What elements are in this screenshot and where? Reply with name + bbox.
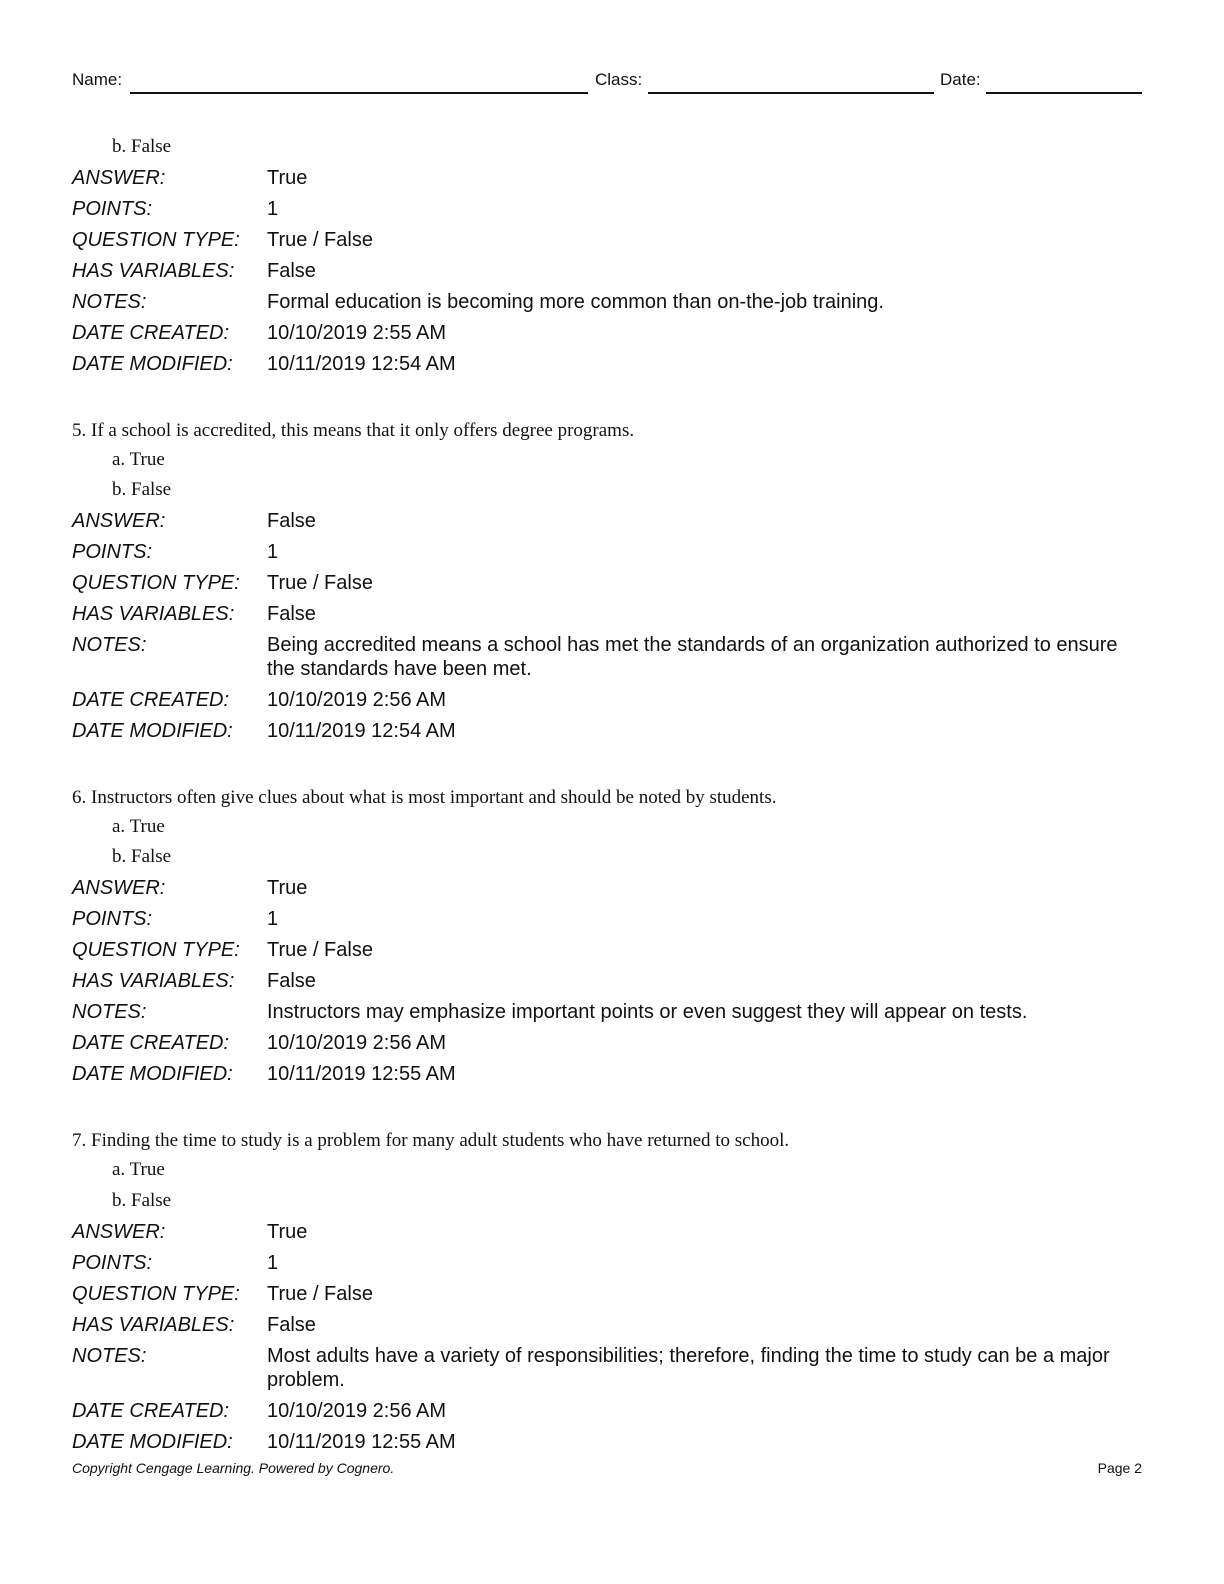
question-type-label: QUESTION TYPE: [72,1282,240,1305]
date-created-label: DATE CREATED: [72,322,230,345]
choice-b: b. False [112,136,172,157]
question-text: 5. If a school is accredited, this means that it only offers degree programs. [72,419,635,441]
date-modified-row [72,1426,1142,1457]
choice-a: a. True [112,1158,165,1180]
notes-value: Being accredited means a school has met the standards of an organization authorized to ensure the standards have been met. [267,634,1118,681]
question-5 [72,417,1142,747]
class-line [648,92,934,94]
date-created-row [72,685,1142,716]
date-line [986,92,1142,94]
has-variables-value: False [267,970,316,993]
choice-b: b. False [112,1189,172,1211]
date-created-label: DATE CREATED: [72,1399,230,1422]
question-type-value: True / False [267,572,373,595]
question-4 [72,132,1142,380]
date-created-value: 10/10/2019 2:55 AM [267,322,447,345]
points-label: POINTS: [72,1251,153,1274]
spacer [72,380,1142,417]
notes-row [72,1340,1142,1395]
date-created-row [72,318,1142,349]
question-text: 7. Finding the time to study is a problem for many adult students who have returned to school. [72,1129,790,1151]
date-created-label: DATE CREATED: [72,689,230,712]
has-variables-value: False [267,1313,316,1336]
page-footer [72,1460,1142,1480]
date-modified-row [72,349,1142,380]
question-type-row [72,568,1142,599]
answer-label: ANSWER: [72,510,166,533]
notes-label: NOTES: [72,291,147,314]
date-modified-label: DATE MODIFIED: [72,720,233,743]
question-type-row [72,935,1142,966]
date-created-row [72,1395,1142,1426]
notes-row [72,997,1142,1028]
page-header [72,70,1142,96]
points-row [72,194,1142,225]
question-type-label: QUESTION TYPE: [72,229,240,252]
notes-value: Formal education is becoming more common than on-the-job training. [267,291,884,314]
date-created-value: 10/10/2019 2:56 AM [267,1032,447,1055]
date-created-value: 10/10/2019 2:56 AM [267,1399,447,1422]
name-label: Name: [72,70,123,89]
date-created-row [72,1028,1142,1059]
points-label: POINTS: [72,198,153,221]
answer-label: ANSWER: [72,877,166,900]
spacer [72,1090,1142,1127]
date-modified-value: 10/11/2019 12:55 AM [267,1430,456,1453]
choice-a: a. True [112,815,165,837]
points-value: 1 [267,908,279,931]
question-type-label: QUESTION TYPE: [72,572,240,595]
date-modified-row [72,1059,1142,1090]
has-variables-row [72,256,1142,287]
answer-label: ANSWER: [72,167,166,190]
notes-label: NOTES: [72,1001,147,1024]
class-label: Class: [595,70,643,89]
date-modified-value: 10/11/2019 12:54 AM [267,720,456,743]
question-type-value: True / False [267,229,373,252]
answer-value: True [267,1220,308,1243]
date-modified-label: DATE MODIFIED: [72,1063,233,1086]
has-variables-row [72,1309,1142,1340]
points-row [72,1247,1142,1278]
has-variables-row [72,966,1142,997]
answer-value: True [267,167,308,190]
question-text: 6. Instructors often give clues about what is most important and should be noted by students. [72,786,777,808]
choice-a: a. True [112,448,165,470]
points-row [72,537,1142,568]
notes-label: NOTES: [72,634,147,657]
answer-row [72,1216,1142,1247]
answer-row [72,163,1142,194]
date-modified-value: 10/11/2019 12:55 AM [267,1063,456,1086]
spacer [72,747,1142,784]
question-type-label: QUESTION TYPE: [72,939,240,962]
question-7 [72,1127,1142,1457]
points-row [72,904,1142,935]
answer-label: ANSWER: [72,1220,166,1243]
question-6 [72,784,1142,1090]
points-label: POINTS: [72,541,153,564]
has-variables-label: HAS VARIABLES: [72,970,235,993]
date-modified-row [72,716,1142,747]
choice-b: b. False [112,479,172,501]
question-type-row [72,225,1142,256]
notes-row [72,630,1142,685]
has-variables-row [72,599,1142,630]
notes-value: Most adults have a variety of responsibilities; therefore, finding the time to study can be a major problem. [267,1344,1110,1391]
notes-value: Instructors may emphasize important points or even suggest they will appear on tests. [267,1001,1028,1024]
answer-row [72,873,1142,904]
answer-row [72,506,1142,537]
notes-row [72,287,1142,318]
has-variables-label: HAS VARIABLES: [72,260,235,283]
copyright-text: Copyright Cengage Learning. Powered by Cognero. [72,1460,395,1476]
answer-value: True [267,877,308,900]
name-line [130,92,588,94]
page-number: Page 2 [1097,1460,1142,1476]
date-label: Date: [940,70,981,89]
has-variables-value: False [267,603,316,626]
has-variables-label: HAS VARIABLES: [72,603,235,626]
date-modified-label: DATE MODIFIED: [72,1430,233,1453]
question-type-row [72,1278,1142,1309]
date-created-value: 10/10/2019 2:56 AM [267,689,447,712]
questions [72,132,1142,1457]
date-modified-value: 10/11/2019 12:54 AM [267,353,456,376]
points-value: 1 [267,198,279,221]
points-label: POINTS: [72,908,153,931]
question-type-value: True / False [267,1282,373,1305]
document-page [72,0,1142,1584]
has-variables-label: HAS VARIABLES: [72,1313,235,1336]
answer-value: False [267,510,316,533]
choice-b: b. False [112,846,172,868]
points-value: 1 [267,541,279,564]
date-modified-label: DATE MODIFIED: [72,353,233,376]
points-value: 1 [267,1251,279,1274]
question-type-value: True / False [267,939,373,962]
notes-label: NOTES: [72,1344,147,1367]
date-created-label: DATE CREATED: [72,1032,230,1055]
has-variables-value: False [267,260,316,283]
